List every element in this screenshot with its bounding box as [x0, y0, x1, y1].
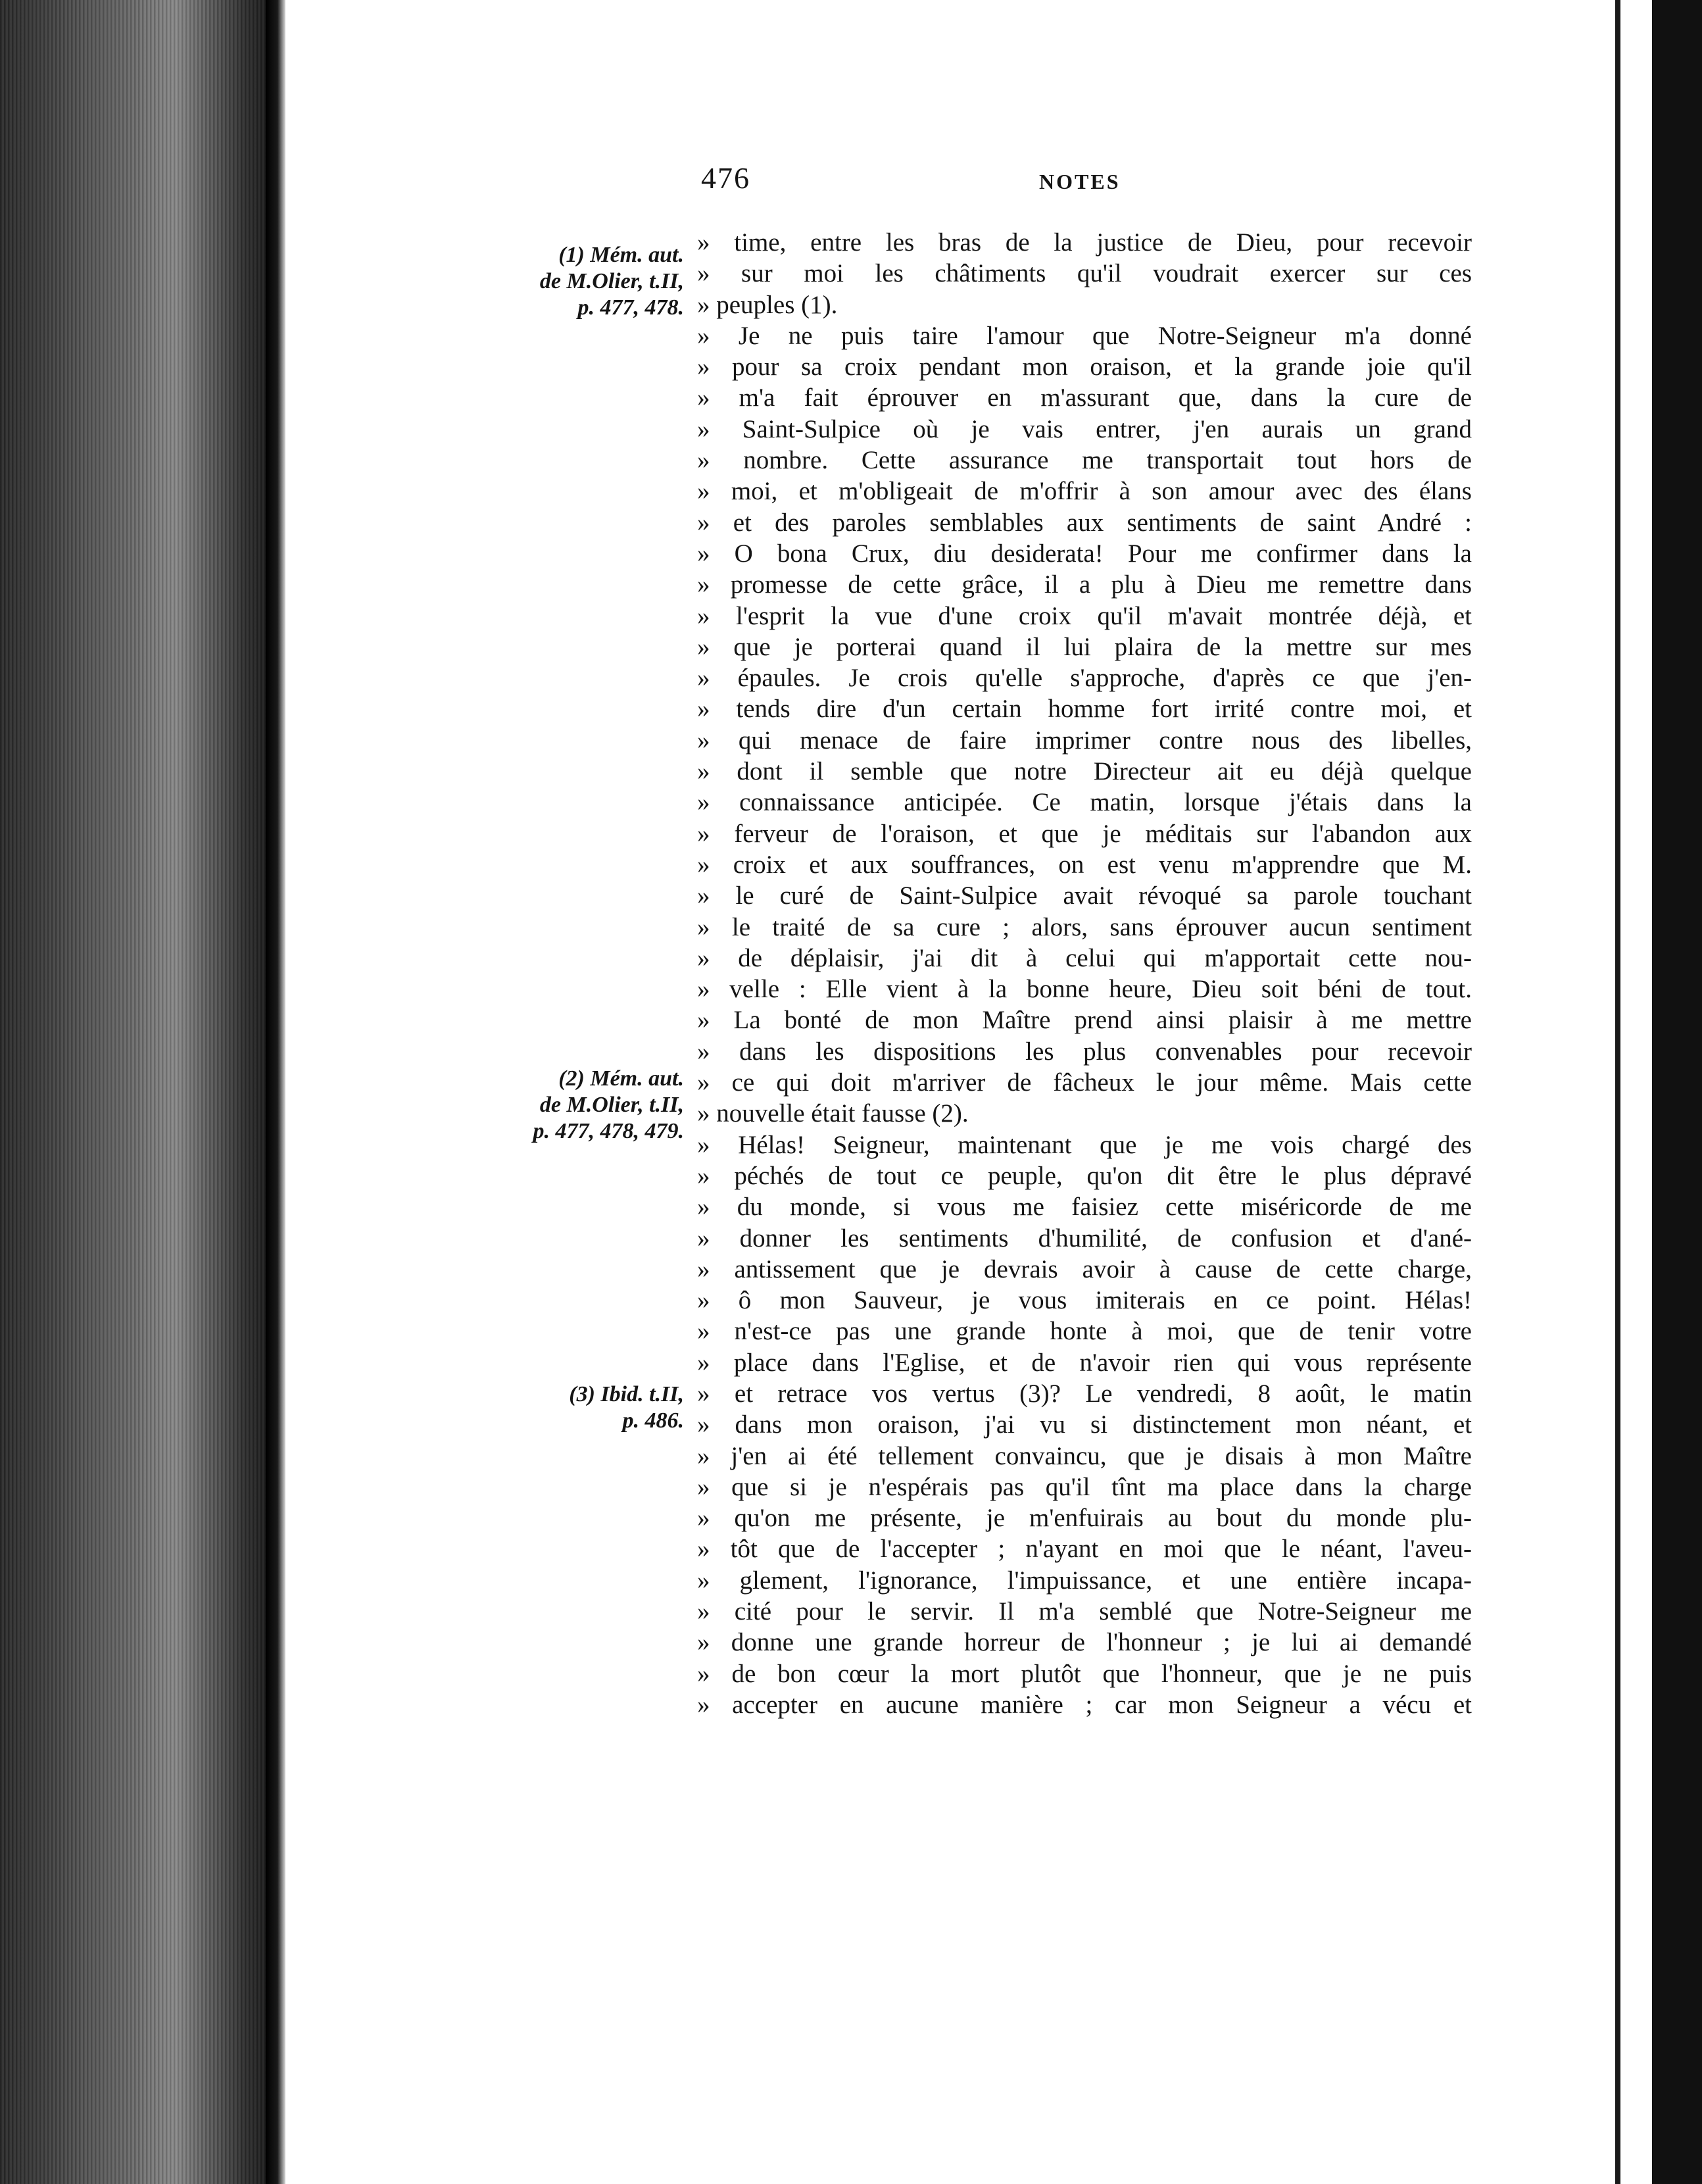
text-line: » dans mon oraison, j'ai vu si distinctement mon néant, et — [697, 1410, 1472, 1439]
text-line: » tends dire d'un certain homme fort irrité contre moi, et — [697, 695, 1472, 724]
text-line: » donne une grande horreur de l'honneur ; je lui ai demandé — [697, 1628, 1472, 1657]
margin-note-line: (3) Ibid. t.II, — [569, 1382, 684, 1406]
text-line: » Saint-Sulpice où je vais entrer, j'en aurais un grand — [697, 414, 1472, 443]
page-gutter-edge — [266, 0, 285, 2184]
text-line: » donner les sentiments d'humilité, de confusion et d'ané- — [697, 1224, 1472, 1253]
margin-note-line: de M.Olier, t.II, — [539, 1093, 684, 1117]
text-line: » l'esprit la vue d'une croix qu'il m'avait montrée déjà, et — [697, 601, 1472, 630]
text-line: » que si je n'espérais pas qu'il tînt ma place dans la charge — [697, 1472, 1472, 1501]
text-line: » m'a fait éprouver en m'assurant que, dans la cure de — [697, 384, 1472, 412]
margin-note-3 — [506, 1381, 684, 1434]
page-number: 476 — [701, 161, 750, 195]
margin-note-line: (1) Mém. aut. — [558, 243, 684, 267]
body-text — [697, 227, 1472, 1720]
text-line: » pour sa croix pendant mon oraison, et la grande joie qu'il — [697, 353, 1472, 382]
text-line: » et retrace vos vertus (3)? Le vendredi, 8 août, le matin — [697, 1379, 1472, 1408]
text-line: » nouvelle était fausse (2). — [697, 1099, 969, 1128]
text-line: » tôt que de l'accepter ; n'ayant en moi que le néant, l'aveu- — [697, 1535, 1472, 1564]
text-line: » O bona Crux, diu desiderata! Pour me confirmer dans la — [697, 539, 1472, 568]
text-line: » velle : Elle vient à la bonne heure, Dieu soit béni de tout. — [697, 975, 1472, 1004]
margin-note-1 — [506, 242, 684, 321]
text-line: » nombre. Cette assurance me transportait tout hors de — [697, 446, 1472, 475]
text-line: » de bon cœur la mort plutôt que l'honneur, que je ne puis — [697, 1659, 1472, 1688]
text-line: » cité pour le servir. Il m'a semblé que Notre-Seigneur me — [697, 1597, 1472, 1626]
text-line: » ô mon Sauveur, je vous imiterais en ce point. Hélas! — [697, 1286, 1472, 1315]
text-line: » épaules. Je crois qu'elle s'approche, d'après ce que j'en- — [697, 664, 1472, 693]
text-line: » péchés de tout ce peuple, qu'on dit être le plus dépravé — [697, 1161, 1472, 1190]
text-line: » sur moi les châtiments qu'il voudrait exercer sur ces — [697, 259, 1472, 288]
text-line: » glement, l'ignorance, l'impuissance, et une entière incapa- — [697, 1566, 1472, 1595]
text-line: » que je porterai quand il lui plaira de la mettre sur mes — [697, 632, 1472, 661]
text-line: » du monde, si vous me faisiez cette miséricorde de me — [697, 1193, 1472, 1222]
text-line: » j'en ai été tellement convaincu, que je disais à mon Maître — [697, 1441, 1472, 1470]
text-line: » moi, et m'obligeait de m'offrir à son amour avec des élans — [697, 477, 1472, 506]
text-line: » peuples (1). — [697, 290, 838, 319]
text-line: » le curé de Saint-Sulpice avait révoqué sa parole touchant — [697, 881, 1472, 910]
margin-note-line: p. 477, 478, 479. — [533, 1119, 684, 1143]
text-line: » Hélas! Seigneur, maintenant que je me vois chargé des — [697, 1130, 1472, 1159]
text-line: » qui menace de faire imprimer contre nous des libelles, — [697, 726, 1472, 755]
text-line: » Je ne puis taire l'amour que Notre-Seigneur m'a donné — [697, 321, 1472, 350]
margin-note-line: p. 477, 478. — [577, 295, 684, 320]
text-line: » place dans l'Eglise, et de n'avoir rien qui vous représente — [697, 1348, 1472, 1377]
text-line: » et des paroles semblables aux sentiments de saint André : — [697, 508, 1472, 537]
text-line: » qu'on me présente, je m'enfuirais au bout du monde plu- — [697, 1504, 1472, 1533]
text-line: » connaissance anticipée. Ce matin, lorsque j'étais dans la — [697, 788, 1472, 817]
margin-note-line: de M.Olier, t.II, — [539, 269, 684, 293]
text-line: » accepter en aucune manière ; car mon Seigneur a vécu et — [697, 1690, 1472, 1719]
text-line: » time, entre les bras de la justice de Dieu, pour recevoir — [697, 228, 1472, 257]
text-line: » de déplaisir, j'ai dit à celui qui m'apportait cette nou- — [697, 943, 1472, 972]
running-head: NOTES — [1039, 170, 1121, 193]
text-line: » La bonté de mon Maître prend ainsi plaisir à me mettre — [697, 1006, 1472, 1035]
text-line: » dans les dispositions les plus convenables pour recevoir — [697, 1037, 1472, 1066]
margin-note-line: p. 486. — [622, 1408, 684, 1433]
margin-note-2 — [506, 1066, 684, 1145]
text-line: » croix et aux souffrances, on est venu m'apprendre que M. — [697, 850, 1472, 879]
text-line: » le traité de sa cure ; alors, sans éprouver aucun sentiment — [697, 912, 1472, 941]
margin-note-line: (2) Mém. aut. — [558, 1066, 684, 1091]
text-line: » ferveur de l'oraison, et que je méditais sur l'abandon aux — [697, 819, 1472, 848]
right-border-rule — [1615, 0, 1620, 2184]
scan-right-edge — [1652, 0, 1702, 2184]
text-line: » promesse de cette grâce, il a plu à Dieu me remettre dans — [697, 570, 1472, 599]
text-line: » antissement que je devrais avoir à cause de cette charge, — [697, 1254, 1472, 1283]
text-line: » dont il semble que notre Directeur ait eu déjà quelque — [697, 757, 1472, 786]
text-line: » ce qui doit m'arriver de fâcheux le jour même. Mais cette — [697, 1068, 1472, 1097]
text-line: » n'est-ce pas une grande honte à moi, que de tenir votre — [697, 1317, 1472, 1346]
spine-texture — [0, 0, 284, 2184]
